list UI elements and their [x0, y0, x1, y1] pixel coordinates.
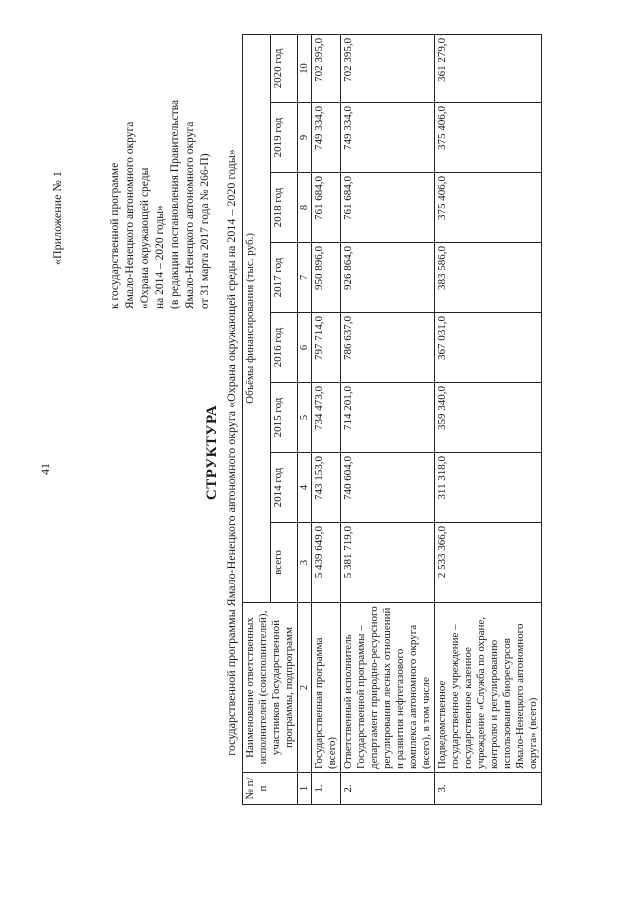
- column-number: 4: [298, 453, 312, 523]
- column-number: 5: [298, 383, 312, 453]
- row-value: 702 395,0: [341, 34, 435, 102]
- header-funding: Объёмы финансирования (тыс. руб.): [243, 34, 271, 602]
- page-number: 41: [38, 463, 52, 475]
- column-number: 7: [298, 243, 312, 313]
- row-value: 734 473,0: [312, 383, 341, 453]
- row-value: 375 406,0: [435, 173, 542, 243]
- row-total: 5 381 719,0: [341, 523, 435, 603]
- header-year: 2016 год: [270, 313, 298, 383]
- column-number: 2: [298, 603, 312, 773]
- row-value: 743 153,0: [312, 453, 341, 523]
- header-year: 2018 год: [270, 173, 298, 243]
- header-year: 2014 год: [270, 453, 298, 523]
- row-value: 740 604,0: [341, 453, 435, 523]
- column-number: 1: [298, 773, 312, 805]
- appendix-label: «Приложение № 1: [50, 171, 64, 265]
- header-year: 2020 год: [270, 34, 298, 102]
- structure-table: [242, 34, 542, 805]
- row-value: 950 896,0: [312, 243, 341, 313]
- table-row: [312, 34, 341, 804]
- row-name: Государственная программа (всего): [312, 603, 341, 773]
- column-number: 9: [298, 103, 312, 173]
- header-name: Наименование ответственных исполнителей (соисполнителей), участников Государственной программы, подпрограмм: [243, 603, 298, 773]
- row-value: 761 684,0: [341, 173, 435, 243]
- approval-line: на 2014 – 2020 годы»: [154, 205, 166, 309]
- approval-line: «Охрана окружающей среды: [139, 167, 151, 309]
- header-num: № п/п: [243, 773, 298, 805]
- column-number: 10: [298, 34, 312, 102]
- row-value: 749 334,0: [312, 103, 341, 173]
- header-year: 2017 год: [270, 243, 298, 313]
- row-total: 5 439 649,0: [312, 523, 341, 603]
- header-year: 2015 год: [270, 383, 298, 453]
- row-value: 375 406,0: [435, 103, 542, 173]
- document-subtitle: государственной программы Ямало-Ненецкого автономного округа «Охрана окружающей среды на 2014 – 2020 годы»: [224, 149, 238, 756]
- approval-line: (в редакции постановления Правительства: [169, 99, 181, 309]
- approval-line: к государственной программе: [109, 162, 121, 309]
- approval-line: Ямало-Ненецкого автономного округа: [124, 121, 136, 309]
- column-number: 8: [298, 173, 312, 243]
- row-num: 1.: [312, 773, 341, 805]
- row-value: 359 340,0: [435, 383, 542, 453]
- header-year: 2019 год: [270, 103, 298, 173]
- row-value: 702 395,0: [312, 34, 341, 102]
- row-name: Подведомственное государственное учреждение – государственное казенное учреждение «Служба по охране, контролю и регулированию использования биоресурсов Ямало-Ненецкого автономного округа» (всего): [435, 603, 542, 773]
- row-value: 714 201,0: [341, 383, 435, 453]
- approval-line: Ямало-Ненецкого автономного округа: [184, 121, 196, 309]
- table-row: [435, 34, 542, 804]
- row-value: 786 637,0: [341, 313, 435, 383]
- document-title: СТРУКТУРА: [204, 404, 220, 501]
- header-row: [243, 34, 271, 804]
- row-value: 361 279,0: [435, 34, 542, 102]
- row-num: 2.: [341, 773, 435, 805]
- approval-block: [108, 100, 213, 309]
- row-value: 797 714,0: [312, 313, 341, 383]
- approval-line: от 31 марта 2017 года № 266-П): [199, 153, 211, 309]
- row-name: Ответственный исполнитель Государственной программы – департамент природно-ресурсного регулирования лесных отношений и развития нефтегазового комплекса автономного округа (всего), в том числе: [341, 603, 435, 773]
- row-value: 367 031,0: [435, 313, 542, 383]
- row-num: 3.: [435, 773, 542, 805]
- row-value: 761 684,0: [312, 173, 341, 243]
- column-number: 3: [298, 523, 312, 603]
- row-value: 749 334,0: [341, 103, 435, 173]
- header-total: всего: [270, 523, 298, 603]
- row-total: 2 533 366,0: [435, 523, 542, 603]
- row-value: 383 586,0: [435, 243, 542, 313]
- row-value: 926 864,0: [341, 243, 435, 313]
- column-number: 6: [298, 313, 312, 383]
- column-number-row: [298, 34, 312, 804]
- row-value: 311 318,0: [435, 453, 542, 523]
- table-row: [341, 34, 435, 804]
